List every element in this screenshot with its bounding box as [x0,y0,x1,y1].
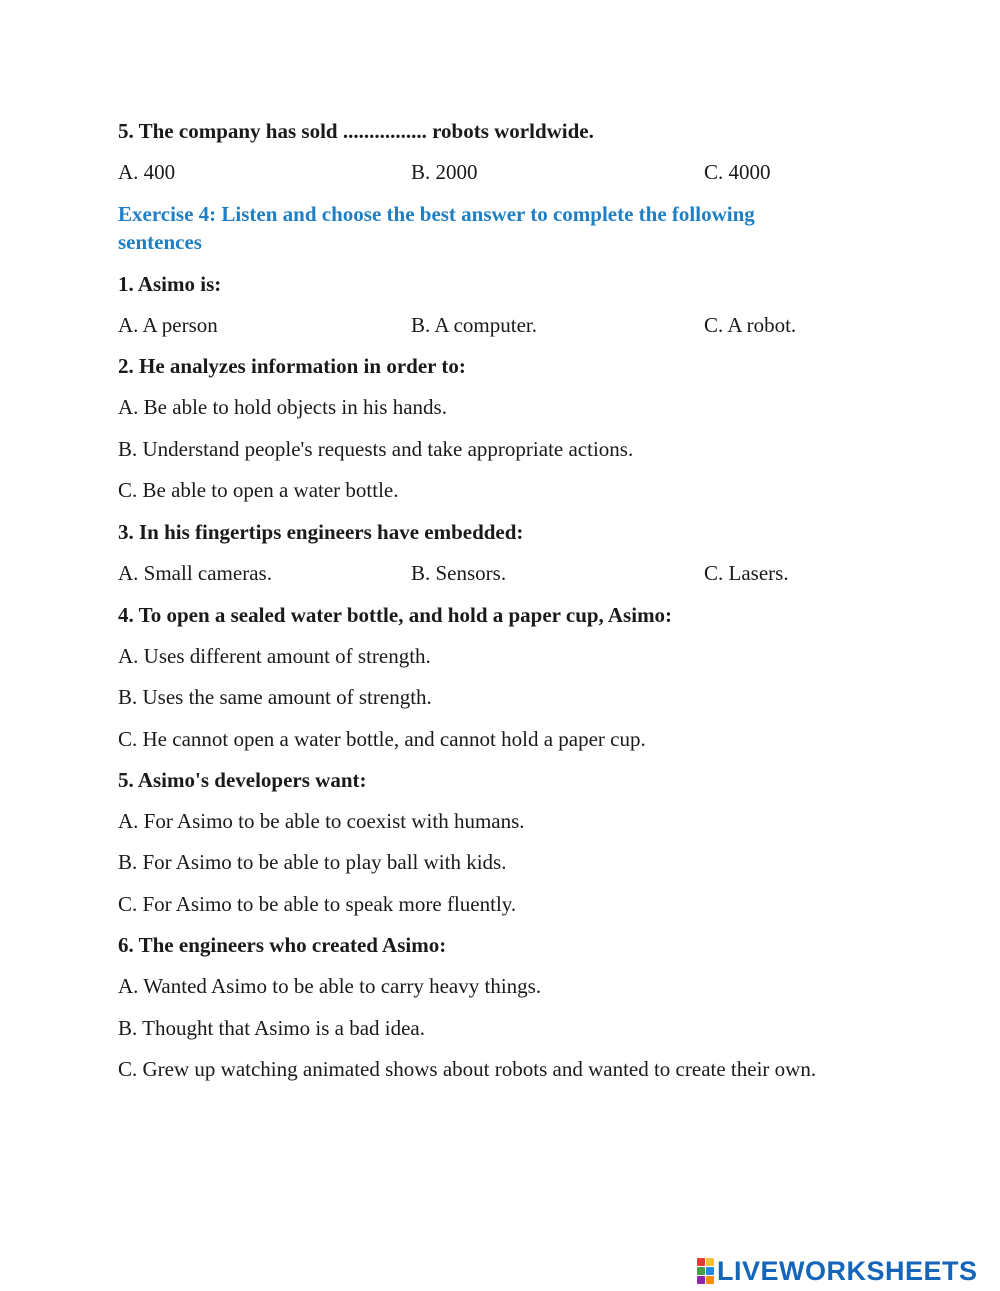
question-6-option-a: A. Wanted Asimo to be able to carry heavy things. [118,974,542,998]
question-4-text: 4. To open a sealed water bottle, and hold a paper cup, Asimo: [118,603,673,627]
question-prev-5-option-a: A. 400 [118,160,176,184]
question-6-option-b: B. Thought that Asimo is a bad idea. [118,1016,426,1040]
question-3-text: 3. In his fingertips engineers have embedded: [118,520,524,544]
question-5-option-b: B. For Asimo to be able to play ball with kids. [118,850,507,874]
liveworksheets-logo [697,1256,978,1286]
question-1-text: 1. Asimo is: [118,272,222,296]
question-1-option-b: B. A computer. [411,313,537,337]
question-5-option-a: A. For Asimo to be able to coexist with humans. [118,809,525,833]
liveworksheets-logo-text: LIVEWORKSHEETS [717,1255,978,1286]
logo-block-icon [697,1258,705,1266]
question-6-text: 6. The engineers who created Asimo: [118,933,447,957]
question-3-option-b: B. Sensors. [411,561,507,585]
question-2-text: 2. He analyzes information in order to: [118,354,466,378]
question-prev-5-option-c: C. 4000 [704,160,771,184]
question-4-option-a: A. Uses different amount of strength. [118,644,431,668]
logo-block-icon [697,1276,705,1284]
liveworksheets-logo-icon [697,1258,714,1284]
exercise-4-heading [118,200,878,256]
question-4-option-b: B. Uses the same amount of strength. [118,685,432,709]
question-3-option-c: C. Lasers. [704,561,789,585]
question-prev-5-option-b: B. 2000 [411,160,478,184]
logo-block-icon [697,1267,705,1275]
question-2-option-a: A. Be able to hold objects in his hands. [118,395,447,419]
logo-block-icon [706,1258,714,1266]
exercise-4-heading-line1: Exercise 4: Listen and choose the best answer to complete the following [118,202,755,226]
question-5-text: 5. Asimo's developers want: [118,768,367,792]
question-2-option-c: C. Be able to open a water bottle. [118,478,399,502]
logo-block-icon [706,1276,714,1284]
question-6-option-c: C. Grew up watching animated shows about robots and wanted to create their own. [118,1057,817,1081]
exercise-4-heading-line2: sentences [118,230,202,254]
question-5-option-c: C. For Asimo to be able to speak more fluently. [118,892,517,916]
question-1-option-a: A. A person [118,313,218,337]
question-1-option-c: C. A robot. [704,313,797,337]
question-prev-5-text: 5. The company has sold ................ robots worldwide. [118,119,594,143]
logo-block-icon [706,1267,714,1275]
question-3-option-a: A. Small cameras. [118,561,272,585]
question-4-option-c: C. He cannot open a water bottle, and cannot hold a paper cup. [118,727,646,751]
question-2-option-b: B. Understand people's requests and take appropriate actions. [118,437,634,461]
